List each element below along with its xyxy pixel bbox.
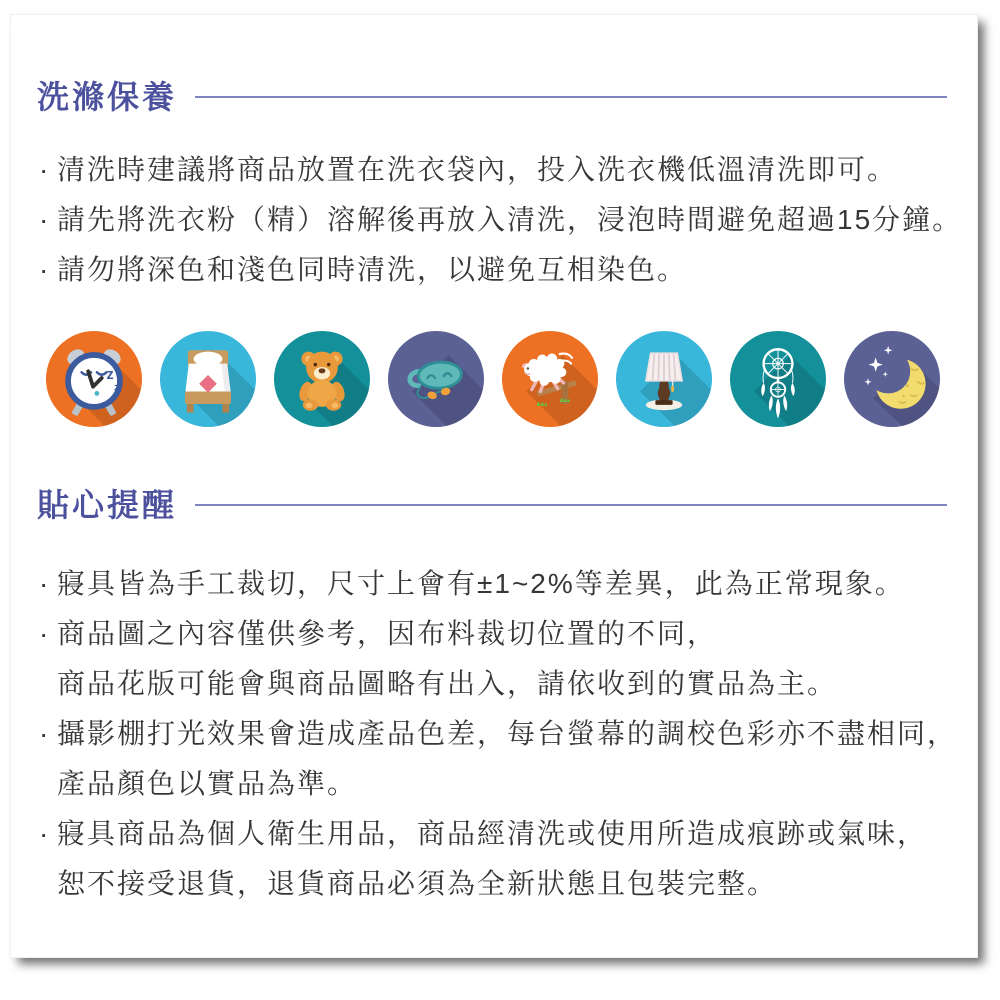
bed-icon: [160, 331, 256, 427]
reminder-note: [39, 709, 958, 809]
bullet-dot: ·: [39, 818, 49, 849]
reminder-note: [39, 809, 949, 909]
bullet-dot: ·: [39, 618, 49, 649]
teddy-bear-icon: [274, 331, 370, 427]
care-note: [39, 145, 949, 195]
bullet-dot: ·: [39, 718, 49, 749]
care-note: [39, 195, 963, 245]
care-info-card: [10, 14, 978, 958]
sleep-icons-row: [46, 331, 940, 427]
svg-text:z: z: [106, 367, 114, 383]
reminder-divider: [195, 504, 947, 506]
note-line: 請先將洗衣粉（精）溶解後再放入清洗，浸泡時間避免超過15分鐘。: [57, 204, 963, 235]
note-line: 請勿將深色和淺色同時清洗，以避免互相染色。: [57, 254, 688, 285]
sleep-mask-icon: [388, 331, 484, 427]
bullet-dot: ·: [39, 568, 49, 599]
reminder-note: [39, 559, 949, 609]
table-lamp-icon: [616, 331, 712, 427]
bullet-dot: ·: [39, 204, 49, 235]
bullet-dot: ·: [39, 254, 49, 285]
care-note: [39, 245, 949, 295]
note-line: 產品顏色以實品為準。: [57, 768, 358, 799]
bullet-dot: ·: [39, 154, 49, 185]
reminder-notes: [37, 559, 958, 909]
washing-care-notes: [37, 145, 963, 295]
reminder-section: [37, 485, 958, 909]
note-line: 商品圖之內容僅供參考，因布料裁切位置的不同，: [57, 618, 718, 649]
note-line: 恕不接受退貨，退貨商品必須為全新狀態且包裝完整。: [57, 868, 778, 899]
note-line: 攝影棚打光效果會造成產品色差，每台螢幕的調校色彩亦不盡相同，: [57, 718, 958, 749]
alarm-clock-icon: [46, 331, 142, 427]
washing-care-divider: [195, 96, 947, 98]
note-line: 商品花版可能會與商品圖略有出入，請依收到的實品為主。: [57, 668, 838, 699]
note-line: 寢具皆為手工裁切，尺寸上會有±1~2%等差異，此為正常現象。: [57, 568, 905, 599]
note-line: 清洗時建議將商品放置在洗衣袋內，投入洗衣機低溫清洗即可。: [57, 154, 898, 185]
note-line: 寢具商品為個人衛生用品，商品經清洗或使用所造成痕跡或氣味，: [57, 818, 928, 849]
washing-care-header: [37, 77, 949, 117]
reminder-note: [39, 609, 949, 709]
dreamcatcher-icon: [730, 331, 826, 427]
washing-care-title: 洗滌保養: [37, 79, 178, 115]
moon-stars-icon: [844, 331, 940, 427]
svg-text:z: z: [114, 381, 120, 394]
reminder-title: 貼心提醒: [37, 487, 178, 523]
reminder-header: [37, 485, 949, 525]
washing-care-section: [37, 77, 963, 295]
jumping-sheep-icon: [502, 331, 598, 427]
